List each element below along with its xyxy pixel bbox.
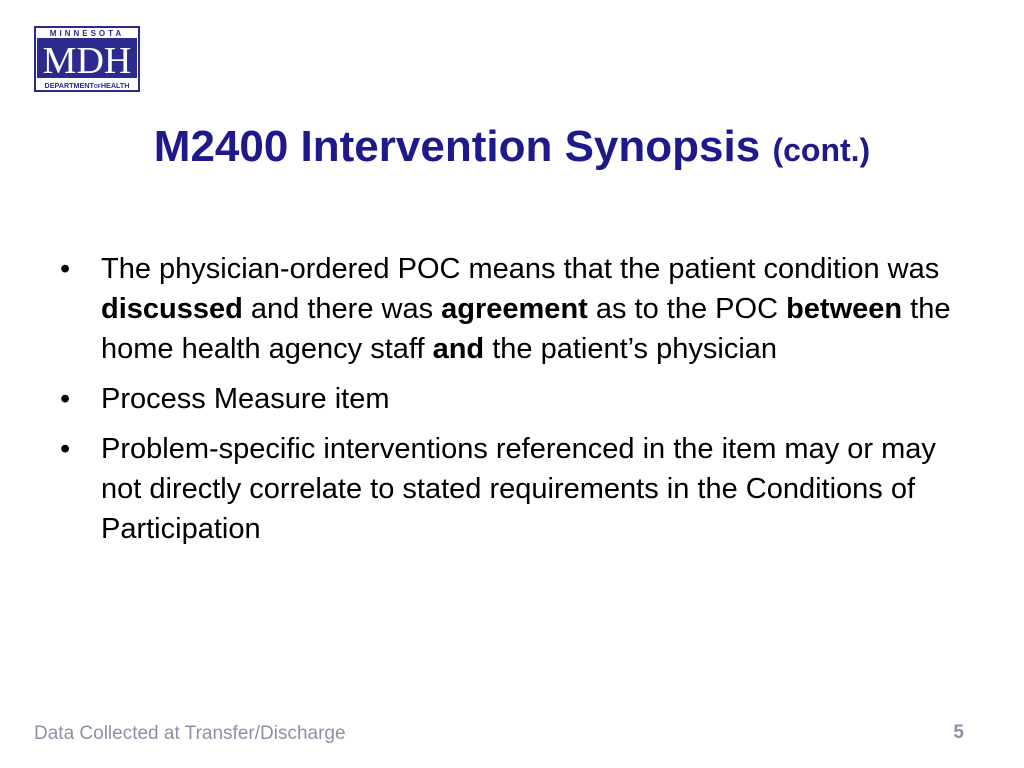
slide-title-suffix: (cont.) xyxy=(772,132,871,168)
bullet-text: The physician-ordered POC means that the patient condition was xyxy=(101,253,940,285)
footer-text: Data Collected at Transfer/Discharge xyxy=(34,723,346,744)
logo-main-text: MDH xyxy=(42,40,132,82)
bullet-text: the patient’s physician xyxy=(484,333,778,365)
bullet-list xyxy=(60,249,960,559)
bullet-emphasis: between xyxy=(786,293,903,325)
bullet-dot: • xyxy=(60,383,71,415)
logo-bottom-of: OF xyxy=(93,84,101,90)
bullet-text: Process Measure item xyxy=(101,383,390,415)
page-number: 5 xyxy=(953,722,964,743)
bullet-item xyxy=(60,249,960,369)
bullet-emphasis: and xyxy=(432,333,485,365)
bullet-text: the home health agency staff xyxy=(101,293,951,365)
slide-title-main: M2400 Intervention Synopsis xyxy=(153,122,761,171)
bullet-text: and there was xyxy=(242,293,442,325)
bullet-dot: • xyxy=(60,433,71,465)
logo-bottom-health: HEALTH xyxy=(100,81,130,90)
mdh-logo xyxy=(34,26,140,92)
logo-bottom-text xyxy=(45,81,130,90)
bullet-item xyxy=(60,429,960,549)
logo-top-text: MINNESOTA xyxy=(49,29,125,38)
bullet-dot: • xyxy=(60,253,71,285)
bullet-text: Problem-specific interventions referenced in the item may or may not directly correlate to stated requirements in the Conditions of Participation xyxy=(101,433,936,545)
bullet-emphasis: agreement xyxy=(441,293,588,325)
slide-title xyxy=(0,118,1024,179)
bullet-item xyxy=(60,379,960,419)
bullet-emphasis: discussed xyxy=(101,293,243,325)
logo-bottom-department: DEPARTMENT xyxy=(44,81,94,90)
bullet-text: as to the POC xyxy=(587,293,787,325)
